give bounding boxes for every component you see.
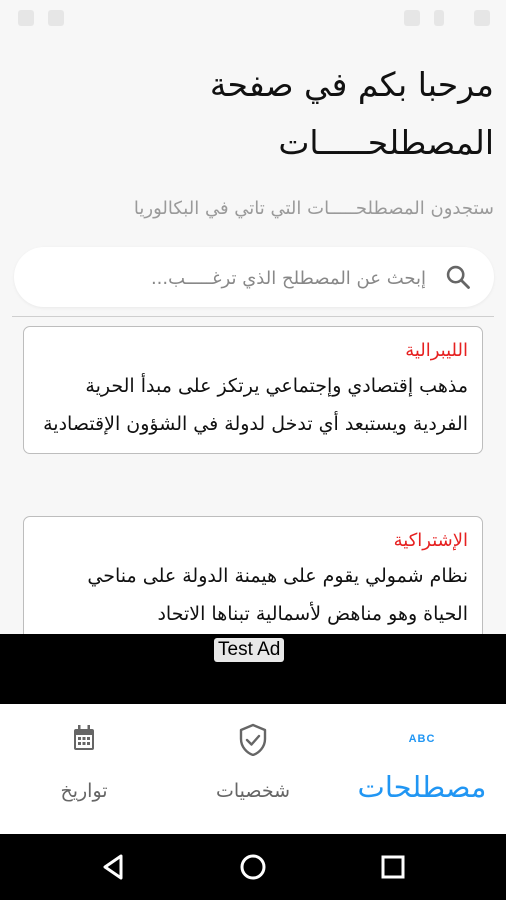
- home-icon[interactable]: [237, 851, 269, 883]
- ad-label: Test Ad: [214, 638, 284, 662]
- recents-icon[interactable]: [377, 851, 409, 883]
- nav-label-dates: تواريخ: [60, 780, 108, 802]
- term-card[interactable]: [23, 326, 483, 454]
- signal-icon: [474, 10, 490, 26]
- shield-check-icon: [169, 722, 337, 756]
- sync-icon: [48, 10, 64, 26]
- abc-icon-text: ABC: [408, 733, 436, 745]
- term-title: الإشتراكية: [393, 530, 468, 551]
- wifi-icon: [404, 10, 420, 26]
- battery-icon: [434, 10, 444, 26]
- search-input[interactable]: [44, 261, 428, 295]
- nav-item-figures[interactable]: [169, 704, 337, 834]
- nav-item-terms[interactable]: [338, 704, 506, 834]
- system-navigation-bar: [0, 834, 506, 900]
- terms-list[interactable]: [23, 326, 485, 634]
- bottom-navigation: [0, 704, 506, 834]
- status-bar: [0, 0, 506, 36]
- page-subtitle: ستجدون المصطلحـــــات التي تاتي في البكالوريا: [133, 198, 494, 219]
- abc-icon: [338, 722, 506, 756]
- search-bar[interactable]: [14, 247, 494, 307]
- term-card[interactable]: [23, 516, 483, 634]
- divider: [12, 316, 494, 317]
- page-title: مرحبا بكم في صفحة المصطلحـــــات: [209, 65, 494, 162]
- nav-label-terms: مصطلحات: [357, 770, 487, 804]
- nav-label-figures: شخصيات: [215, 780, 291, 802]
- back-icon[interactable]: [97, 851, 129, 883]
- term-definition: مذهب إقتصادي وإجتماعي يرتكز على مبدأ الحرية الفردية ويستبعد أي تدخل لدولة في الشؤون الإقتصادية: [43, 375, 468, 435]
- search-icon[interactable]: [444, 263, 472, 291]
- calendar-icon: [0, 722, 168, 756]
- ad-banner[interactable]: [0, 634, 506, 704]
- nav-item-dates[interactable]: [0, 704, 168, 834]
- term-definition: نظام شمولي يقوم على هيمنة الدولة على مناحي الحياة وهو مناهض لأسمالية تبناها الاتحاد: [87, 565, 468, 625]
- notification-icon: [18, 10, 34, 26]
- term-title: الليبرالية: [405, 340, 468, 361]
